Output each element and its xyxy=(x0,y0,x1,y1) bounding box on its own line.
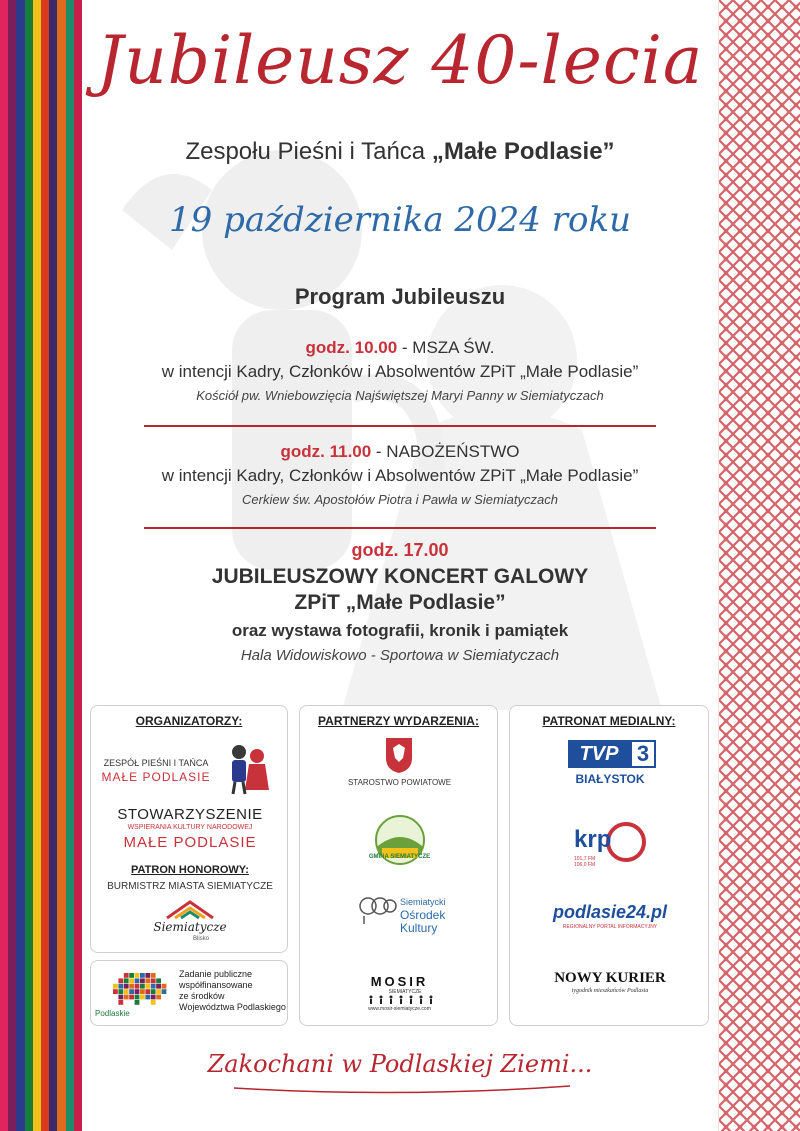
partner-gmina: GMINA SIEMIATYCZE xyxy=(368,854,431,860)
partners-heading: PARTNERZY WYDARZENIA: xyxy=(318,714,479,728)
tvp-city: BIAŁYSTOK xyxy=(575,772,645,786)
bison-mosaic-tile xyxy=(129,973,134,978)
podlaskie-bison-icon xyxy=(113,973,169,1007)
media-heading: PATRONAT MEDIALNY: xyxy=(542,714,676,728)
event-service-header xyxy=(82,442,718,462)
event-service-time: godz. 11.00 xyxy=(280,442,372,461)
event-service-place: Cerkiew św. Apostołów Piotra i Pawła w Siemiatyczach xyxy=(242,492,558,507)
bison-mosaic-tile xyxy=(145,995,150,1000)
bison-mosaic-tile xyxy=(113,989,118,994)
tvp3-logo xyxy=(568,740,656,768)
podlasie24-logo: podlasie24.pl xyxy=(552,902,668,922)
bison-mosaic-tile xyxy=(151,973,156,978)
siemiatycze-logo-text: Siemiatycze xyxy=(153,920,227,934)
stripe xyxy=(41,0,49,1131)
poster-content xyxy=(82,0,718,1131)
mosir-url: www.mosir-siemiatycze.com xyxy=(368,1006,431,1012)
footer-slogan: Zakochani w Podlaskiej Ziemi... xyxy=(207,1050,593,1078)
stripe xyxy=(66,0,74,1131)
ensemble-logo xyxy=(101,746,279,796)
bison-mosaic-tile xyxy=(124,995,129,1000)
bison-mosaic-tile xyxy=(151,989,156,994)
sports-figures-icon xyxy=(366,994,436,1004)
siemiatycze-logo-icon xyxy=(163,898,217,920)
mosir-sub: SIEMIATYCZE xyxy=(388,989,422,995)
bison-mosaic-tile xyxy=(162,984,167,989)
event-mass-intention: w intencji Kadry, Członków i Absolwentów ZPiT „Małe Podlasie” xyxy=(161,362,639,381)
bison-mosaic-tile xyxy=(151,984,156,989)
bison-mosaic-tile xyxy=(129,978,134,983)
poster-subtitle xyxy=(82,138,718,166)
event-service xyxy=(82,442,718,507)
ensemble-name: „Małe Podlasie” xyxy=(431,138,615,165)
podlasie24-sub: REGIONALNY PORTAL INFORMACYJNY xyxy=(562,924,658,930)
bison-mosaic-tile xyxy=(156,984,161,989)
tvp-text: TVP xyxy=(568,740,630,768)
patron-heading: PATRON HONOROWY: xyxy=(131,864,249,876)
bison-mosaic-tile xyxy=(118,984,123,989)
concert-ensemble: ZPiT „Małe Podlasie” xyxy=(294,591,506,614)
bison-mosaic-tile xyxy=(151,995,156,1000)
folk-stripes-border xyxy=(0,0,82,1131)
funding-text xyxy=(179,969,287,1013)
culture-center-logo-icon xyxy=(358,894,398,924)
event-mass xyxy=(82,338,718,403)
funding-line: współfinansowane xyxy=(179,980,253,990)
stripe xyxy=(0,0,8,1131)
event-mass-header xyxy=(82,338,718,358)
bison-mosaic-tile xyxy=(162,989,167,994)
stripe xyxy=(49,0,57,1131)
event-mass-time: godz. 10.00 xyxy=(305,338,398,357)
bison-mosaic-tile xyxy=(124,989,129,994)
subtitle-prefix: Zespołu Pieśni i Tańca xyxy=(185,138,432,165)
bison-mosaic-tile xyxy=(145,973,150,978)
bison-mosaic-tile xyxy=(156,989,161,994)
podlaskie-label: Podlaskie xyxy=(95,1009,130,1018)
bison-mosaic-tile xyxy=(145,978,150,983)
poster-title: Jubileusz 40-lecia xyxy=(96,22,704,99)
association-logo-line3: MAŁE PODLASIE xyxy=(123,834,257,851)
bison-mosaic-tile xyxy=(135,995,140,1000)
bison-mosaic-tile xyxy=(145,984,150,989)
bison-mosaic-tile xyxy=(140,978,145,983)
bison-mosaic-tile xyxy=(140,973,145,978)
program-heading: Program Jubileuszu xyxy=(294,284,506,309)
media-box xyxy=(509,705,709,1026)
divider-1 xyxy=(144,425,656,427)
event-date: 19 października 2024 roku xyxy=(169,200,631,240)
bison-mosaic-tile xyxy=(151,978,156,983)
stripe xyxy=(25,0,33,1131)
krp-frequencies: 101,7 FM 106,0 FM xyxy=(574,856,596,868)
funding-line: Zadanie publiczne xyxy=(179,969,253,979)
bison-mosaic-tile xyxy=(135,973,140,978)
divider-2 xyxy=(144,527,656,529)
event-mass-place: Kościół pw. Wniebowzięcia Najświętszej Maryi Panny w Siemiatyczach xyxy=(196,388,604,403)
association-logo-line1: STOWARZYSZENIE xyxy=(117,806,263,823)
concert-extra: oraz wystawa fotografii, kronik i pamiątek xyxy=(231,621,569,640)
bison-mosaic-tile xyxy=(118,995,123,1000)
bison-mosaic-tile xyxy=(129,995,134,1000)
bison-mosaic-tile xyxy=(156,995,161,1000)
funding-line: Województwa Podlaskiego xyxy=(179,1002,286,1012)
stripe xyxy=(33,0,41,1131)
bison-mosaic-tile xyxy=(118,1000,123,1005)
bison-mosaic-tile xyxy=(156,978,161,983)
bison-mosaic-tile xyxy=(129,989,134,994)
ensemble-logo-line1: ZESPÓŁ PIEŚNI I TAŃCA xyxy=(103,758,209,768)
stripe xyxy=(74,0,82,1131)
bison-mosaic-tile xyxy=(113,984,118,989)
nowy-kurier-logo: NOWY KURIER xyxy=(554,970,666,986)
bison-mosaic-tile xyxy=(135,984,140,989)
krp-text: krp xyxy=(574,826,612,853)
footer-underline-flourish xyxy=(232,1082,572,1094)
embroidery-border xyxy=(718,0,800,1131)
organizers-heading: ORGANIZATORZY: xyxy=(135,714,243,728)
bison-mosaic-tile xyxy=(140,995,145,1000)
stripe xyxy=(16,0,24,1131)
event-service-name: - NABOŻEŃSTWO xyxy=(371,442,520,461)
event-mass-name: - MSZA ŚW. xyxy=(397,338,495,357)
bison-mosaic-tile xyxy=(135,1000,140,1005)
bison-mosaic-tile xyxy=(140,989,145,994)
funding-line: ze środków xyxy=(179,991,225,1001)
bison-mosaic-tile xyxy=(140,984,145,989)
funding-box xyxy=(90,960,288,1026)
bison-mosaic-tile xyxy=(145,989,150,994)
bison-mosaic-tile xyxy=(118,989,123,994)
partner-culture-center xyxy=(400,896,446,935)
culture-center-line: Ośrodek xyxy=(400,908,446,922)
organizers-box xyxy=(90,705,288,953)
concert-place: Hala Widowiskowo - Sportowa w Siemiatyczach xyxy=(240,647,560,664)
county-coat-of-arms-icon xyxy=(384,736,414,774)
bison-mosaic-tile xyxy=(135,978,140,983)
culture-center-line: Siemiatycki xyxy=(400,897,446,907)
stripe xyxy=(8,0,16,1131)
bison-mosaic-tile xyxy=(129,984,134,989)
stripe xyxy=(57,0,65,1131)
dancers-icon xyxy=(219,740,275,796)
tvp-number: 3 xyxy=(630,740,656,768)
bison-mosaic-tile xyxy=(135,989,140,994)
event-service-intention: w intencji Kadry, Członków i Absolwentów ZPiT „Małe Podlasie” xyxy=(161,466,639,485)
siemiatycze-logo-sub: Blisko xyxy=(192,936,209,942)
bison-mosaic-tile xyxy=(124,973,129,978)
concert-time: godz. 17.00 xyxy=(351,540,449,560)
patron-name: BURMISTRZ MIASTA SIEMIATYCZE xyxy=(107,881,273,892)
partners-box xyxy=(299,705,498,1026)
krp-logo xyxy=(574,822,648,868)
event-concert xyxy=(82,540,718,664)
ensemble-logo-line2: MAŁE PODLASIE xyxy=(101,770,211,784)
bison-mosaic-tile xyxy=(151,1000,156,1005)
partner-mosir: MOSIR xyxy=(370,974,429,989)
bison-mosaic-tile xyxy=(118,978,123,983)
association-logo-line2: WSPIERANIA KULTURY NARODOWEJ xyxy=(127,824,253,831)
bison-mosaic-tile xyxy=(124,984,129,989)
bison-mosaic-tile xyxy=(124,978,129,983)
partner-county: STAROSTWO POWIATOWE xyxy=(347,778,452,787)
culture-center-line: Kultury xyxy=(400,921,438,935)
concert-title: JUBILEUSZOWY KONCERT GALOWY xyxy=(211,565,589,588)
nowy-kurier-sub: tygodnik mieszkańców Podlasia xyxy=(571,988,649,994)
